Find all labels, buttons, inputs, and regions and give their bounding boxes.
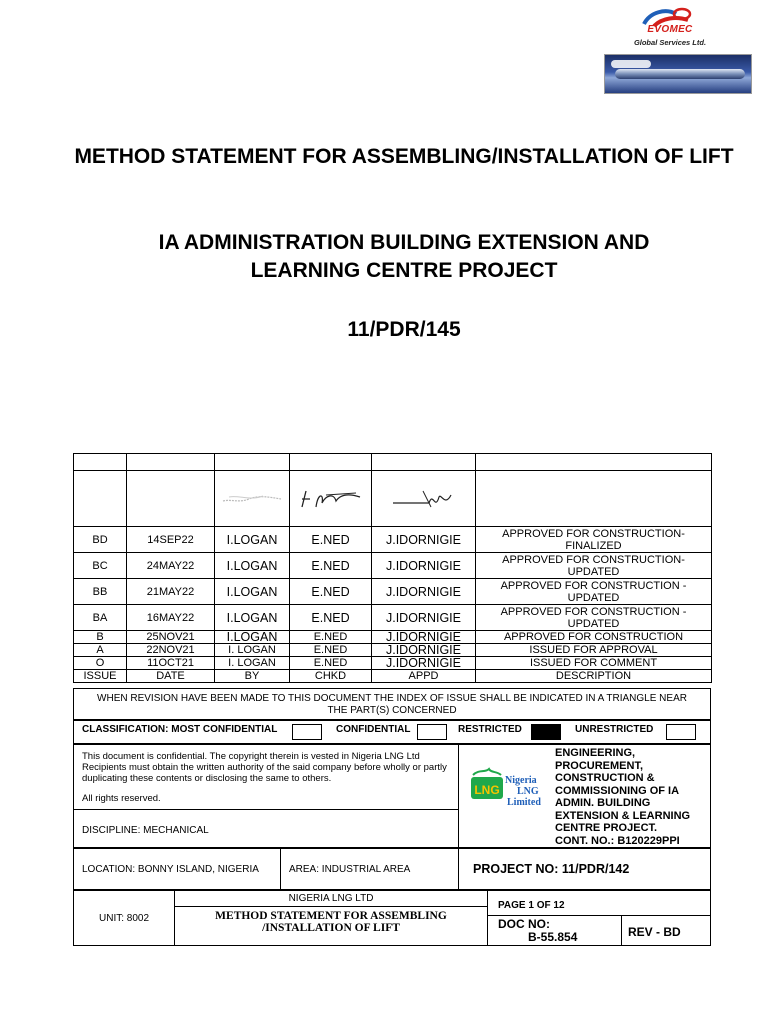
company-logo [600,2,750,94]
cell-issue: O [74,657,127,670]
cell-date: 16MAY22 [127,605,215,631]
header-by: BY [215,670,290,683]
cell-by: I. LOGAN [215,644,290,657]
table-header-row [74,670,712,683]
classification-row [73,720,711,744]
header-description: DESCRIPTION [476,670,712,683]
table-row [74,605,712,631]
cell-appd: J.IDORNIGIE [372,553,476,579]
cell-chkd: E.NED [290,644,372,657]
contract-number: CONT. NO.: B120229PPI [555,834,680,847]
cell-by: I.LOGAN [215,631,290,644]
method-statement-title: METHOD STATEMENT FOR ASSEMBLING /INSTALLATION OF LIFT [174,906,488,946]
nlng-logo [469,767,549,817]
revision-notice-text: WHEN REVISION HAVE BEEN MADE TO THIS DOCUMENT THE INDEX OF ISSUE SHALL BE INDICATED IN A TRIANGLE NEAR THE PART(S) CONCERNED [97,693,687,716]
cell-chkd: E.NED [290,527,372,553]
cell-by: I.LOGAN [215,553,290,579]
restricted-label: RESTRICTED [458,724,522,735]
cell-chkd: E.NED [290,579,372,605]
cell-chkd: E.NED [290,553,372,579]
cell-issue: B [74,631,127,644]
photo-badge-icon [611,60,651,68]
cell-appd: J.IDORNIGIE [372,579,476,605]
confidentiality-statement [73,744,459,810]
unit-field: UNIT: 8002 [73,890,175,946]
document-number [487,915,622,946]
cell-by: I.LOGAN [215,527,290,553]
svg-text:LNG: LNG [474,783,500,797]
cell-by: I.LOGAN [215,605,290,631]
table-row [74,553,712,579]
epc-text: ENGINEERING, PROCUREMENT, CONSTRUCTION & COMMISSIONING OF IA ADMIN. BUILDING EXTENSION & LEARNING CENTRE PROJECT. CONT. NO.: B120229PPI [555,747,707,847]
nlng-mark-icon [469,767,549,817]
cell-issue: A [74,644,127,657]
confidentiality-text: This document is confidential. The copyright therein is vested in Nigeria LNG Ltd Recipients must obtain the written authority of the said company before wholly or partly duplicating these contents or disclosing the same to others. [82,751,447,784]
cell-appd: J.IDORNIGIE [372,657,476,670]
doc-no-value: B-55.854 [528,930,578,944]
discipline-field: DISCIPLINE: MECHANICAL [73,809,459,848]
cell-date: 11OCT21 [127,657,215,670]
area-field: AREA: INDUSTRIAL AREA [280,848,459,890]
table-row [74,579,712,605]
signature-appd-icon [389,485,459,513]
cell-appd: J.IDORNIGIE [372,527,476,553]
location-field: LOCATION: BONNY ISLAND, NIGERIA [73,848,281,890]
revision-notice [73,688,711,720]
cell-description: APPROVED FOR CONSTRUCTION - UPDATED [476,605,712,631]
svg-text:Limited: Limited [507,797,541,808]
cell-chkd: E.NED [290,605,372,631]
header-appd: APPD [372,670,476,683]
cell-date: 25NOV21 [127,631,215,644]
project-number: PROJECT NO: 11/PDR/142 [458,848,711,890]
cell-date: 21MAY22 [127,579,215,605]
project-description-block [458,744,711,848]
table-row-signatures [74,471,712,527]
cell-date: 24MAY22 [127,553,215,579]
cell-appd: J.IDORNIGIE [372,631,476,644]
svg-text:Nigeria: Nigeria [505,775,537,786]
svg-text:LNG: LNG [517,786,539,797]
table-row [74,631,712,644]
restricted-checkbox [531,724,561,740]
unrestricted-checkbox [666,724,696,740]
cell-appd: J.IDORNIGIE [372,605,476,631]
cell-description: ISSUED FOR COMMENT [476,657,712,670]
logo-company-subtitle: Global Services Ltd. [633,38,707,47]
signature-by-icon [219,487,285,511]
cell-description: APPROVED FOR CONSTRUCTION- FINALIZED [476,527,712,553]
unrestricted-label: UNRESTRICTED [575,724,654,735]
cell-date: 14SEP22 [127,527,215,553]
document-title [40,143,768,171]
header-date: DATE [127,670,215,683]
cell-date: 22NOV21 [127,644,215,657]
confidential-checkbox [417,724,447,740]
revision-table [73,453,712,683]
company-name: NIGERIA LNG LTD [174,890,488,907]
project-title [40,229,768,285]
cell-issue: BB [74,579,127,605]
table-row [74,657,712,670]
cell-description: APPROVED FOR CONSTRUCTION [476,631,712,644]
cell-issue: BC [74,553,127,579]
table-row-blank [74,454,712,471]
cell-by: I. LOGAN [215,657,290,670]
cell-chkd: E.NED [290,657,372,670]
title-line-2: IA ADMINISTRATION BUILDING EXTENSION AND LEARNING CENTRE PROJECT [158,231,650,282]
cell-description: ISSUED FOR APPROVAL [476,644,712,657]
table-row [74,644,712,657]
project-code-title: 11/PDR/145 [347,318,461,341]
cell-description: APPROVED FOR CONSTRUCTION- UPDATED [476,553,712,579]
cell-issue: BD [74,527,127,553]
cell-description: APPROVED FOR CONSTRUCTION - UPDATED [476,579,712,605]
signature-chkd-icon [296,485,366,513]
pipeline-photo [604,54,752,94]
most-confidential-checkbox [292,724,322,740]
doc-no-label: DOC NO: [498,917,550,931]
confidential-label: CONFIDENTIAL [336,724,411,735]
classification-label: CLASSIFICATION: MOST CONFIDENTIAL [82,724,278,735]
cell-appd: J.IDORNIGIE [372,644,476,657]
header-issue: ISSUE [74,670,127,683]
logo-company-name: EVOMEC [647,24,693,35]
rights-reserved: All rights reserved. [82,793,161,804]
page-number: PAGE 1 OF 12 [487,890,711,916]
cell-issue: BA [74,605,127,631]
cell-chkd: E.NED [290,631,372,644]
header-chkd: CHKD [290,670,372,683]
table-row [74,527,712,553]
title-line-1: METHOD STATEMENT FOR ASSEMBLING/INSTALLATION OF LIFT [74,145,734,168]
revision-code: REV - BD [621,915,711,946]
pipe-icon [615,69,745,79]
cell-by: I.LOGAN [215,579,290,605]
